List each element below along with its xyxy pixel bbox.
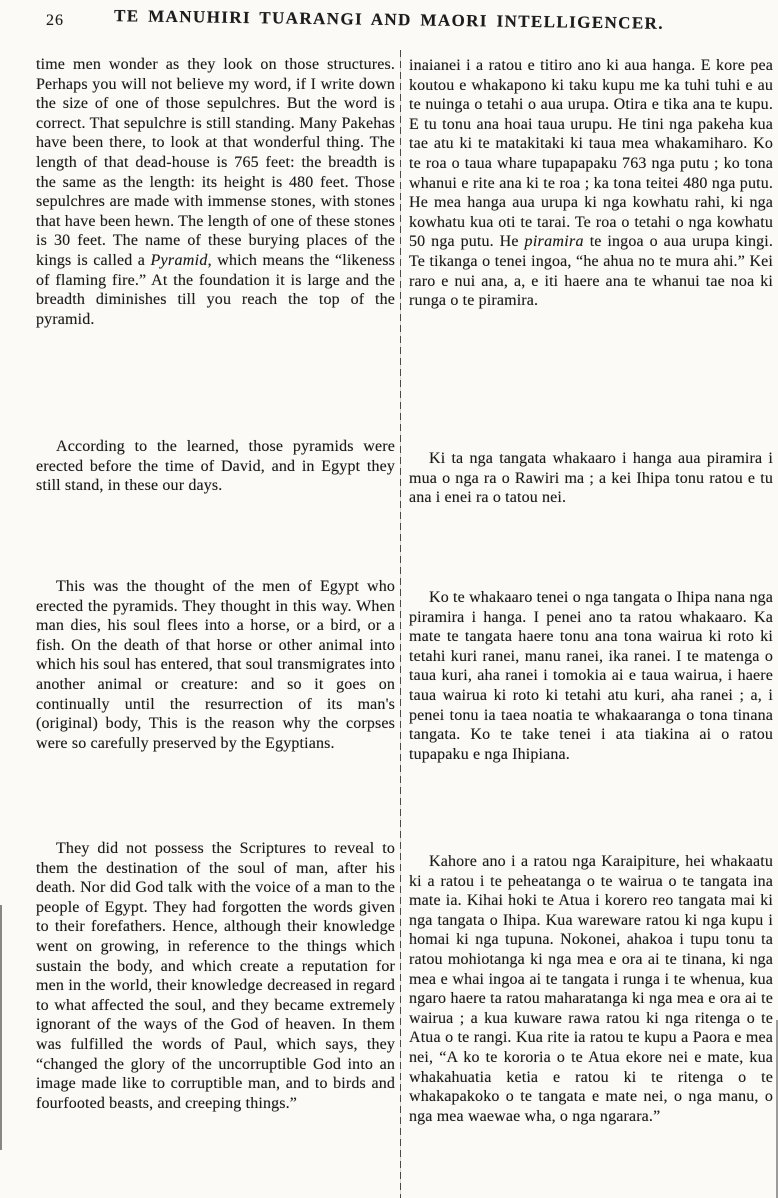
scan-edge-artifact-left bbox=[0, 905, 2, 1150]
column-divider bbox=[400, 50, 401, 1198]
paragraph-maori-4: Kahore ano i a ratou nga Karaipiture, hei whakaatu ki a ratou i te peheatanga o te wairua o te tangata ina mate ia. Kihai hoki te Atua i korero reo tangata mai ki nga tangata o Ihipa. Kua wareware ratou ki nga kupu i homai ki nga tupuna. Nokonei, ahakoa i tupu tonu ta ratou mohiotanga ki nga mea e ora ai te tinana, ki nga mea e whai ingoa ai te tangata i runga i te whenua, kua ngaro haere ta ratou maharatanga ki nga mea e ora ai te wairua ; a kua kuware rawa ratou ki nga ritenga o te Atua o te rangi. Kua rite ia ratou te kupu a Paora e mea nei, “A ko te kororia o te Atua ekore nei e mate, kua whakahuatia ketia e ratou ki te ritenga o te whakapakoko o te tangata e mate nei, o nga manu, o nga mea waewae wha, o nga ngarara.” bbox=[409, 853, 773, 1125]
page-number: 26 bbox=[46, 12, 64, 29]
paragraph-maori-2: Ki ta nga tangata whakaaro i hanga aua piramira i mua o nga ra o Rawiri ma ; a kei Ihipa tonu ratou e tu ana i enei ra o tatou nei. bbox=[409, 450, 773, 507]
paragraph-english-2: According to the learned, those pyramids were erected before the time of David, and in Egypt they still stand, in these our days. bbox=[36, 438, 395, 495]
paragraph-english-4: They did not possess the Scriptures to reveal to them the destination of the soul of man, after his death. Nor did God talk with the voice of a man to the people of Egypt. They had forgotten the words given to their forefathers. Hence, although their knowledge went on growing, in reference to the things which sustain the body, and which create a reputation for men in the world, their knowledge decreased in regard to what affected the soul, and they became extremely ignorant of the ways of the God of heaven. In them was fulfilled the words of Paul, which says, they “changed the glory of the uncorruptible God into an image made like to corruptible man, and to birds and fourfooted beasts, and creeping things.” bbox=[36, 840, 395, 1112]
paragraph-english-3: This was the thought of the men of Egypt who erected the pyramids. They thought in this way. When man dies, his soul flees into a horse, or a bird, or a fish. On the death of that horse or other animal into which his soul has entered, that soul transmigrates into another animal or creature: and so it goes on continually until the resurrection of its man's (original) body, This is the reason why the corpses were so carefully preserved by the Egyptians. bbox=[36, 578, 396, 752]
paragraph-english-1: time men wonder as they look on those structures. Perhaps you will not believe my word, if I write down the size of one of those sepulchres. But the word is correct. That sepulchre is still standing. Many Pakehas have been there, to look at that wonderful thing. The length of that dead-house is 765 feet: the breadth is the same as the length: its height is 480 feet. Those sepulchres are made with immense stones, with stones that have been hewn. The length of one of these stones is 30 feet. The name of these burying places of the kings is called a Pyramid, which means the “likeness of flaming fire.” At the foundation it is large and the breadth diminishes till you reach the top of the pyramid. bbox=[36, 56, 395, 328]
paragraph-maori-1: inaianei i a ratou e titiro ano ki aua hanga. E kore pea koutou e whakapono ki taku kupu me ka tuhi tuhi e au te nuinga o tetahi o aua urupa. Otira e tika ana te kupu. E tu tonu ana hoai taua urupu. He tini nga pakeha kua tae atu ki te matakitaki ki taua mea whakamiharo. Ko te roa o taua whare tupapapaku 763 nga putu ; ko tona whanui e rite ana ki te roa ; ka tona teitei 480 nga putu. He mea hanga aua urupa ki nga kowhatu rahi, ki nga kowhatu kua oti te tarai. Te roa o tetahi o nga kowhatu 50 nga putu. He piramira te ingoa o aua urupa kingi. Te tikanga o tenei ingoa, “he ahua no te mura ahi.” Kei raro e nui ana, a, e iti haere ana te whanui tae noa ki runga o te piramira. bbox=[409, 57, 773, 310]
paragraph-maori-3: Ko te whakaaro tenei o nga tangata o Ihipa nana nga piramira i hanga. I penei ano ta ratou whakaaro. Ka mate te tangata haere tonu ana tona wairua ki roto ki tetahi kuri ranei, manu ranei, ika ranei. I te matenga o taua kuri, aha ranei i tomokia ai e taua wairua, i haere taua wairua ki roto ki tetahi atu kuri, aha ranei ; a, i penei tonu ia taea noatia te whakaaranga o tona tinana tangata. Ko te take tenei i ata tiakina ai o ratou tupapaku e nga Ihipiana. bbox=[409, 589, 773, 763]
masthead-title: TE MANUHIRI TUARANGI AND MAORI INTELLIGENCER. bbox=[113, 6, 665, 33]
